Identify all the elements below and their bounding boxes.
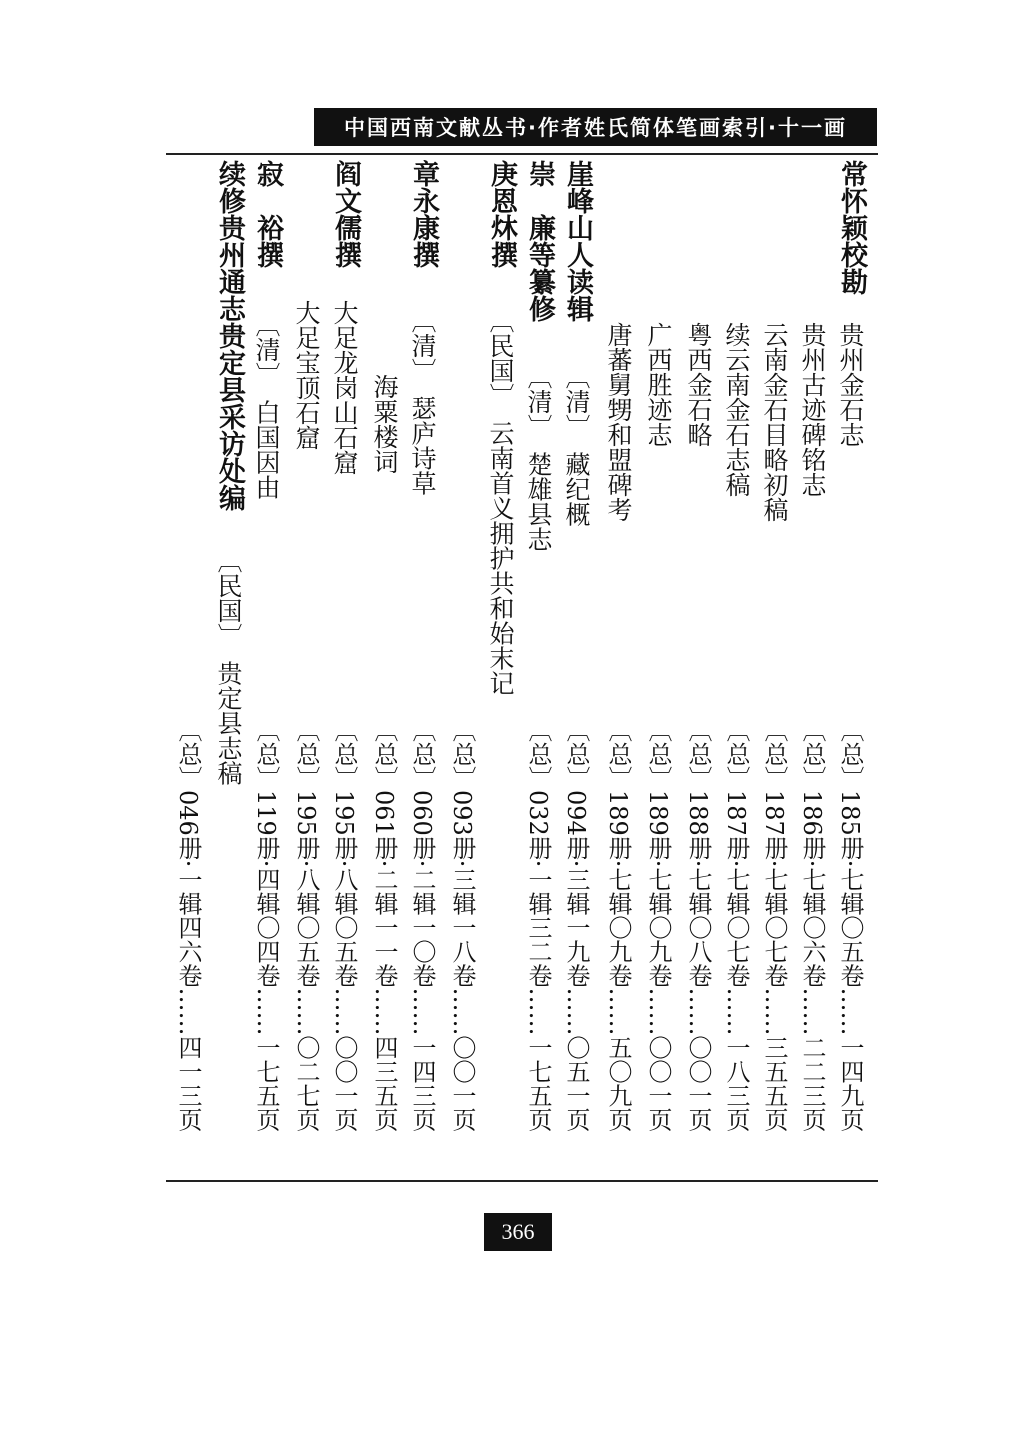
volume-reference: 〔总〕046册·一辑四六卷……四一三页: [174, 718, 202, 1132]
work-title: 大足宝顶石窟: [292, 300, 321, 450]
volume-reference: 〔总〕093册·三辑一八卷……〇〇一页: [448, 718, 476, 1132]
volume-reference: 〔总〕195册·八辑〇五卷……〇二七页: [292, 718, 320, 1132]
work-title: 广西胜迹志: [644, 322, 673, 447]
page-number: 366: [484, 1213, 552, 1251]
volume-reference: 〔总〕187册·七辑〇七卷……一八三页: [722, 718, 750, 1132]
volume-reference: 〔总〕189册·七辑〇九卷……五〇九页: [604, 718, 632, 1132]
entry-author: 章永康撰: [408, 160, 439, 268]
work-title: 云南金石目略初稿: [760, 322, 789, 522]
work-title: 粤西金石略: [684, 322, 713, 447]
volume-reference: 〔总〕119册·四辑〇四卷……一七五页: [252, 718, 280, 1132]
volume-reference: 〔总〕188册·七辑〇八卷……〇〇一页: [684, 718, 712, 1132]
volume-reference: 〔总〕189册·七辑〇九卷……〇〇一页: [644, 718, 672, 1132]
work-title: 海粟楼词: [370, 374, 399, 474]
entry-author: 续修贵州通志贵定县采访处编: [214, 160, 245, 511]
bottom-rule: [166, 1180, 878, 1182]
entry-author: 崇 廉等纂修: [524, 160, 555, 322]
entry-author: 常怀颖校勘: [836, 160, 867, 295]
entry-author: 崖峰山人读辑: [562, 160, 593, 322]
volume-reference: 〔总〕032册·一辑三二卷……一七五页: [524, 718, 552, 1132]
running-header: 中国西南文献丛书·作者姓氏简体笔画索引·十一画: [314, 108, 877, 146]
volume-reference: 〔总〕187册·七辑〇七卷……三五五页: [760, 718, 788, 1132]
work-title: 〔清〕 藏纪概: [562, 364, 591, 527]
work-title: 〔民国〕 云南首义拥护共和始末记: [486, 308, 515, 696]
volume-reference: 〔总〕185册·七辑〇五卷……一四九页: [836, 718, 864, 1132]
work-title: 〔民国〕 贵定县志稿: [214, 548, 243, 786]
volume-reference: 〔总〕186册·七辑〇六卷……二二三页: [798, 718, 826, 1132]
work-title: 大足龙岗山石窟: [330, 300, 359, 475]
volume-reference: 〔总〕061册·二辑一一卷……四三五页: [370, 718, 398, 1132]
volume-reference: 〔总〕195册·八辑〇五卷……〇〇一页: [330, 718, 358, 1132]
work-title: 〔清〕 楚雄县志: [524, 364, 553, 552]
entry-author: 庚恩炑撰: [486, 160, 517, 268]
work-title: 唐蕃舅甥和盟碑考: [604, 322, 633, 522]
top-rule: [166, 153, 878, 155]
work-title: 贵州古迹碑铭志: [798, 322, 827, 497]
work-title: 续云南金石志稿: [722, 322, 751, 497]
volume-reference: 〔总〕094册·三辑一九卷……〇五一页: [562, 718, 590, 1132]
entry-author: 阎文儒撰: [330, 160, 361, 268]
entry-author: 寂 裕撰: [252, 160, 283, 268]
work-title: 〔清〕 瑟庐诗草: [408, 308, 437, 496]
volume-reference: 〔总〕060册·二辑一〇卷……一四三页: [408, 718, 436, 1132]
work-title: 〔清〕 白国因由: [252, 312, 281, 500]
work-title: 贵州金石志: [836, 322, 865, 447]
